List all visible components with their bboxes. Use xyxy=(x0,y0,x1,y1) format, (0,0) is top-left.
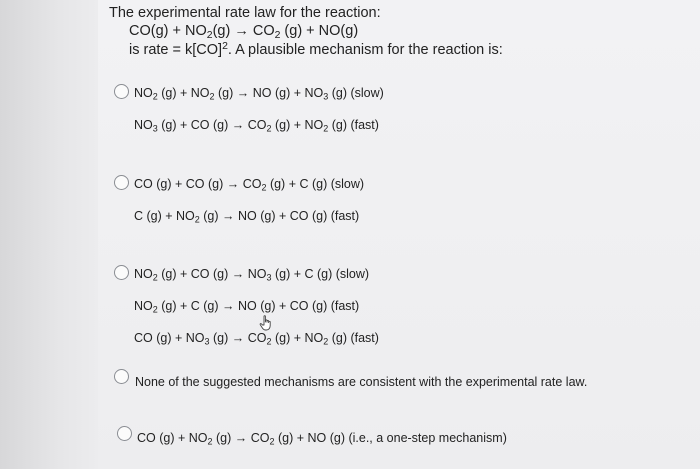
option-2-step-2[interactable]: C $(g) + NO_2$ (g) → NO (g) + CO (g) (fast) xyxy=(134,209,360,225)
question-intro: The experimental rate law for the reaction: xyxy=(109,5,381,21)
option-1-step-2[interactable]: $NO_3$ (g) + CO $(g) \to CO_2$ $(g) + NO_2$ (g) (fast) xyxy=(134,118,379,134)
option-3-step-3[interactable]: CO $(g) + NO_3$ $(g) \to CO_2$ $(g) + NO_2$ (g) (fast) xyxy=(134,331,379,347)
option-1-step-1[interactable]: $NO_2$ $(g) + NO_2$ (g) → NO $(g) + NO_3$ (g) (slow) xyxy=(134,86,384,102)
overall-reaction: $CO(g) + NO_2(g) \to CO_2$ (g) + NO(g) xyxy=(129,23,359,41)
option-4-radio[interactable] xyxy=(114,369,129,384)
option-4-text[interactable]: None of the suggested mechanisms are consistent with the experimental rate law. xyxy=(135,375,588,389)
question-panel xyxy=(98,0,700,469)
option-3-step-1[interactable]: $NO_2$ (g) + CO $(g) \to NO_3$ (g) + C (g) (slow) xyxy=(134,267,370,283)
option-3-step-2[interactable]: $NO_2$ (g) + C (g) → NO (g) + CO (g) (fast) xyxy=(134,299,360,315)
option-2-step-1[interactable]: CO (g) + CO $(g) \to CO_2$ (g) + C (g) (slow) xyxy=(134,177,365,193)
option-5-radio[interactable] xyxy=(117,426,132,441)
option-5-step-1[interactable]: CO $(g) + NO_2$ $(g) \to CO_2$ (g) + NO (g) (i.e., a one-step mechanism) xyxy=(137,431,507,447)
option-2-radio[interactable] xyxy=(114,175,129,190)
rate-law: is rate = k[CO]$^2$. A plausible mechanism for the reaction is: xyxy=(129,40,503,58)
option-1-radio[interactable] xyxy=(114,84,129,99)
option-3-radio[interactable] xyxy=(114,265,129,280)
hand-pointer-icon xyxy=(259,315,273,331)
